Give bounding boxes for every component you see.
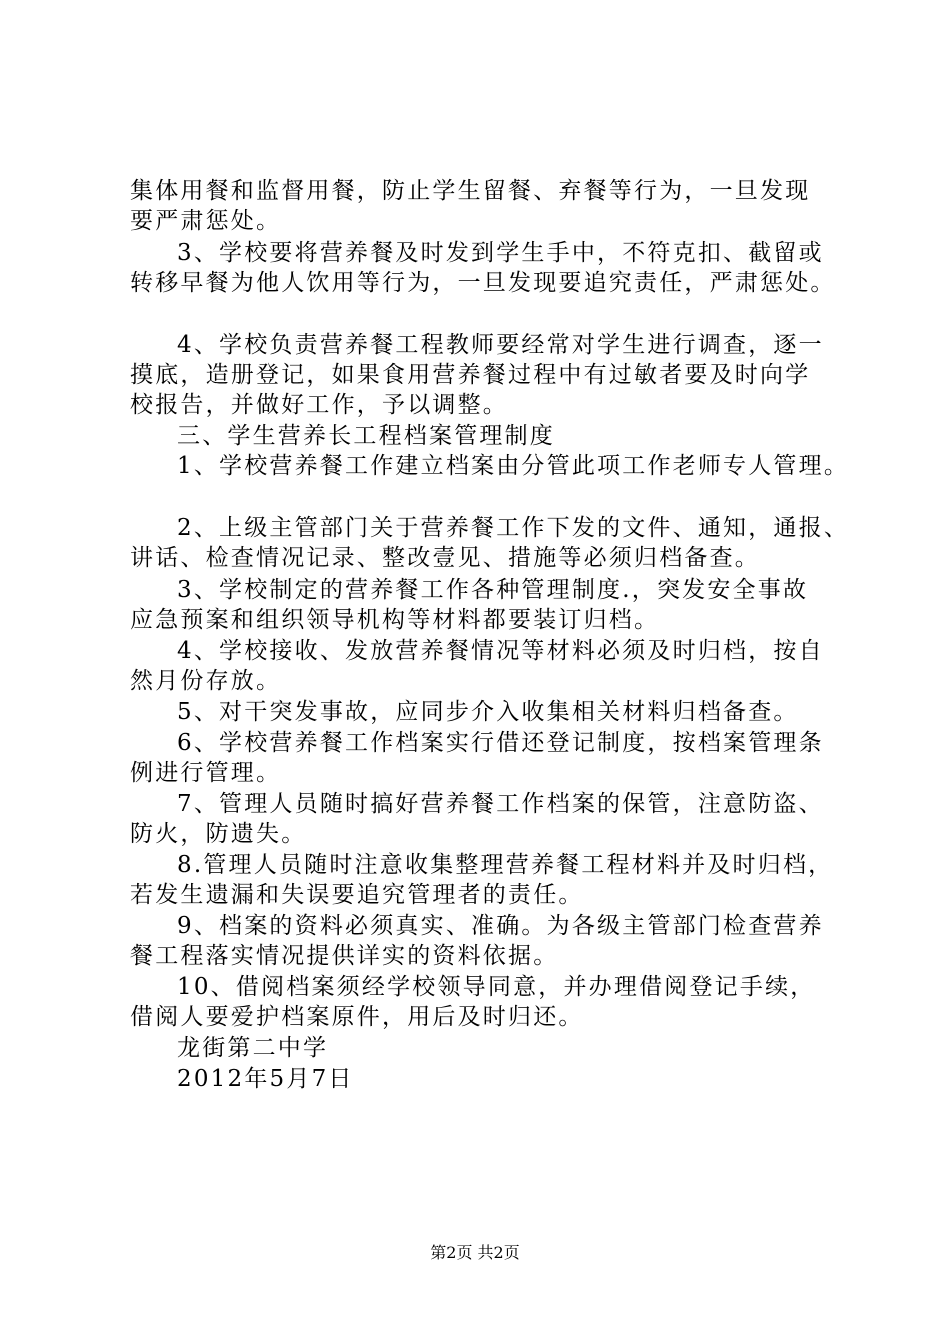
text-line: 防火，防遗失。 <box>130 821 307 847</box>
text-line: 摸底，造册登记，如果食用营养餐过程中有过敏者要及时向学 <box>130 362 811 388</box>
text-line: 校报告，并做好工作，予以调整。 <box>130 392 508 418</box>
text-line: 应急预案和组织领导机构等材料都要装订归档。 <box>130 607 660 633</box>
text-line: 9、档案的资料必须真实、准确。为各级主管部门检查营养 <box>177 913 824 939</box>
text-line: 然月份存放。 <box>130 668 282 694</box>
text-line: 若发生遗漏和失误要追究管理者的责任。 <box>130 882 584 908</box>
text-line: 4、学校负责营养餐工程教师要经常对学生进行调查，逐一 <box>177 332 824 358</box>
text-line: 讲话、检查情况记录、整改壹见、措施等必须归档备查。 <box>130 545 760 571</box>
text-line: 例进行管理。 <box>130 760 282 786</box>
text-line: 转移早餐为他人饮用等行为，一旦发现要追究责任，严肃惩处。 <box>130 270 836 296</box>
signature-school-name: 龙街第二中学 <box>177 1035 329 1061</box>
text-line: 要严肃惩处。 <box>130 208 282 234</box>
text-line: 3、学校制定的营养餐工作各种管理制度.，突发安全事故 <box>177 577 809 603</box>
text-line: 7、管理人员随时搞好营养餐工作档案的保管，注意防盗、 <box>177 791 824 817</box>
text-line: 3、学校要将营养餐及时发到学生手中，不符克扣、截留或 <box>177 240 824 266</box>
text-line: 集体用餐和监督用餐，防止学生留餐、弃餐等行为，一旦发现 <box>130 178 811 204</box>
text-line: 餐工程落实情况提供详实的资料依据。 <box>130 943 559 969</box>
text-line: 4、学校接收、发放营养餐情况等材料必须及时归档，按自 <box>177 638 824 664</box>
text-line: 5、对干突发事故，应同步介入收集相关材料归档备查。 <box>177 699 799 725</box>
text-line: 8.管理人员随时注意收集整理营养餐工程材料并及时归档， <box>177 852 834 878</box>
text-line: 10、借阅档案须经学校领导同意，并办理借阅登记手续， <box>177 974 816 1000</box>
page-number-footer: 第2页 共2页 <box>430 1243 520 1262</box>
signature-date: 2012年5月7日 <box>177 1066 354 1092</box>
section-heading: 三、学生营养长工程档案管理制度 <box>177 423 555 449</box>
text-line: 1、学校营养餐工作建立档案由分管此项工作老师专人管理。 <box>177 453 850 479</box>
text-line: 借阅人要爱护档案原件，用后及时归还。 <box>130 1004 584 1030</box>
text-line: 2、上级主管部门关于营养餐工作下发的文件、通知，通报、 <box>177 515 850 541</box>
text-line: 6、学校营养餐工作档案实行借还登记制度，按档案管理条 <box>177 730 824 756</box>
